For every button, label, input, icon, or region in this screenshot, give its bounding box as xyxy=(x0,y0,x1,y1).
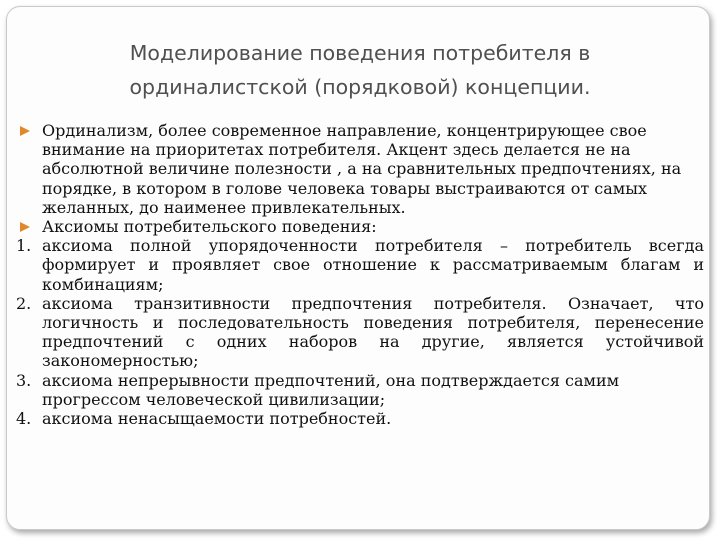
numbered-item-1 xyxy=(18,236,704,294)
item-number: 2. xyxy=(16,293,32,313)
item-number: 4. xyxy=(16,409,32,429)
item-text: Ординализм, более современное направление, концентрирующее свое внимание на приоритетах потребителя. Акцент здесь делается не на абсолютной величине полезности , а на сравнительных предпочтениях, на порядке, в котором в голове человека товары выстраиваются от самых желанных, до наименее привлекательных. xyxy=(42,121,682,217)
item-number: 3. xyxy=(16,370,32,390)
bullet-arrow-icon xyxy=(20,222,30,232)
slide-body xyxy=(18,121,704,428)
slide-title xyxy=(40,36,680,104)
item-number: 1. xyxy=(16,236,32,256)
numbered-item-4 xyxy=(18,409,704,428)
numbered-item-3 xyxy=(18,371,704,409)
numbered-item-2 xyxy=(18,294,704,371)
item-text: аксиома ненасыщаемости потребностей. xyxy=(42,409,392,429)
bullet-item-axioms xyxy=(18,217,704,236)
item-text: аксиома полной упорядоченности потребителя – потребитель всегда формирует и проявляет свое отношение к рассматриваемым благам и комбинациям; xyxy=(42,236,704,294)
title-line-1: Моделирование поведения потребителя в xyxy=(129,41,591,65)
title-line-2: ординалистской (порядковой) концепции. xyxy=(129,75,591,99)
item-text: Аксиомы потребительского поведения: xyxy=(42,217,377,237)
bullet-item-ordinalism xyxy=(18,121,704,217)
bullet-arrow-icon xyxy=(20,126,30,136)
item-text: аксиома непрерывности предпочтений, она подтверждается самим прогрессом человеческой цивилизации; xyxy=(42,370,620,409)
item-text: аксиома транзитивности предпочтения потребителя. Означает, что логичность и последовательность поведения потребителя, перенесение предпочтений с одних наборов на другие, является устойчивой закономерностью; xyxy=(42,293,704,371)
